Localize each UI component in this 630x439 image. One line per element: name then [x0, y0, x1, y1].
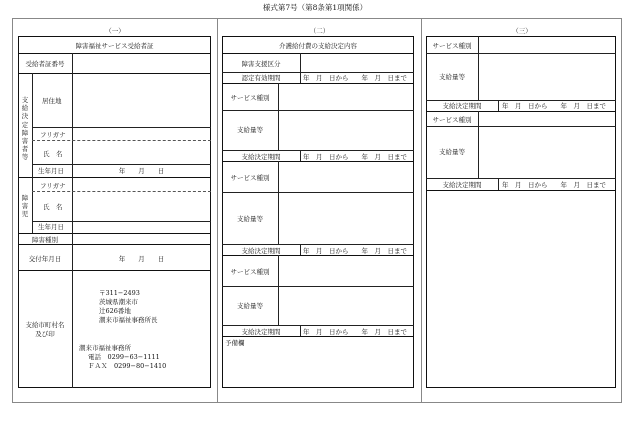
birthdate-value: 年 月 日 [118, 167, 165, 175]
issuer-phone: 電話 0299−63−1111 [88, 353, 160, 361]
rule [72, 177, 73, 233]
rule [18, 233, 211, 234]
rule [300, 150, 301, 161]
rule [222, 150, 414, 151]
service-type-label: サービス種別 [230, 174, 270, 182]
amount-label: 支給量等 [439, 148, 465, 156]
rule [18, 244, 211, 245]
decision-period-label: 支給決定期間 [241, 153, 281, 161]
rule [18, 270, 211, 271]
birthdate-label: 生年月日 [38, 167, 64, 175]
rule [222, 255, 414, 256]
service-type-label: サービス種別 [230, 94, 270, 102]
service-type-label: サービス種別 [432, 116, 472, 124]
amount-label: 支給量等 [439, 73, 465, 81]
rule [426, 126, 616, 127]
decision-period-label: 支給決定期間 [241, 247, 281, 255]
rule [222, 325, 414, 326]
rule [300, 53, 301, 72]
panel-divider-2 [421, 18, 422, 403]
amount-label: 支給量等 [237, 215, 263, 223]
rule [32, 221, 211, 222]
decision-period-value: 年 月 日から 年 月 日まで [502, 181, 606, 189]
municipality-label: 支給市町村名 [25, 321, 65, 329]
issuer-postal: 〒311−2493 [99, 289, 140, 297]
rule [222, 53, 414, 54]
panel-divider-1 [217, 18, 218, 403]
rule [32, 164, 211, 165]
rule [426, 190, 616, 191]
rule [222, 161, 414, 162]
rule [222, 286, 414, 287]
issuer-mayor: 潮来市福祉事務所長 [99, 316, 158, 324]
rule [426, 111, 616, 112]
issuer-fax: ＦＡＸ 0299−80−1410 [88, 362, 167, 370]
rule [72, 270, 73, 388]
issuer-street: 辻626番地 [99, 307, 131, 315]
child-group-label: 障害児 [21, 194, 29, 219]
decision-period-value: 年 月 日から 年 月 日まで [303, 328, 407, 336]
rule [222, 72, 414, 73]
rule [426, 53, 616, 54]
decision-period-label: 支給決定期間 [442, 181, 482, 189]
valid-period-label: 認定有効期間 [241, 74, 281, 82]
rule [72, 233, 73, 244]
rule [222, 336, 414, 337]
rule [300, 72, 301, 83]
remarks-label: 予備欄 [225, 339, 245, 347]
rule [426, 100, 616, 101]
rule [32, 140, 211, 141]
rule [32, 191, 211, 192]
recipient-number-label: 受給者証番号 [25, 60, 65, 68]
service-type-label: サービス種別 [230, 268, 270, 276]
child-name-label: 氏 名 [43, 203, 63, 211]
rule [18, 177, 211, 178]
rule [72, 53, 73, 73]
rule [222, 192, 414, 193]
rule [18, 73, 211, 74]
valid-period-value: 年 月 日から 年 月 日まで [303, 74, 407, 82]
furigana-label: フリガナ [40, 131, 66, 139]
decision-period-value: 年 月 日から 年 月 日まで [303, 153, 407, 161]
form-number-title: 様式第7号（第8条第1項関係） [262, 3, 368, 12]
issuer-city: 茨城県潮来市 [99, 298, 138, 306]
rule [300, 325, 301, 336]
issue-date-value: 年 月 日 [118, 255, 165, 263]
rule [498, 100, 499, 111]
rule [278, 83, 279, 150]
rule [222, 83, 414, 84]
decision-period-value: 年 月 日から 年 月 日まで [303, 247, 407, 255]
amount-label: 支給量等 [237, 126, 263, 134]
disability-type-label: 障害種別 [32, 236, 58, 244]
issuer-office: 潮来市福祉事務所 [79, 344, 131, 352]
rule [278, 255, 279, 325]
rule [32, 127, 211, 128]
rule [222, 244, 414, 245]
rule [32, 73, 33, 178]
certificate-title: 障害福祉サービス受給者証 [75, 42, 154, 50]
rule [222, 110, 414, 111]
child-furigana-label: フリガナ [40, 182, 66, 190]
rule [478, 111, 479, 178]
name-label: 氏 名 [43, 150, 63, 158]
support-category-label: 障害支援区分 [241, 60, 281, 68]
rule [478, 36, 479, 100]
amount-label: 支給量等 [237, 302, 263, 310]
rule [72, 73, 73, 177]
seal-label: 及び印 [35, 330, 55, 338]
rule [498, 178, 499, 190]
section-number-1: （一） [105, 27, 125, 35]
section-number-3: （三） [512, 27, 532, 35]
decision-period-label: 支給決定期間 [442, 102, 482, 110]
address-label: 居住地 [42, 97, 62, 105]
rule [278, 161, 279, 244]
issue-date-label: 交付年月日 [28, 255, 62, 263]
benefit-decision-title: 介護給付費の支給決定内容 [279, 42, 357, 50]
rule [300, 244, 301, 255]
section-number-2: （二） [309, 27, 330, 35]
child-birthdate-label: 生年月日 [38, 223, 64, 231]
decision-period-value: 年 月 日から 年 月 日まで [502, 102, 606, 110]
continued-decision-panel [426, 36, 616, 388]
rule [32, 177, 33, 233]
decision-period-label: 支給決定期間 [241, 328, 281, 336]
service-type-label: サービス種別 [432, 42, 472, 50]
recipient-group-label: 支給決定障害者等 [21, 96, 29, 162]
rule [426, 178, 616, 179]
rule [18, 53, 211, 54]
